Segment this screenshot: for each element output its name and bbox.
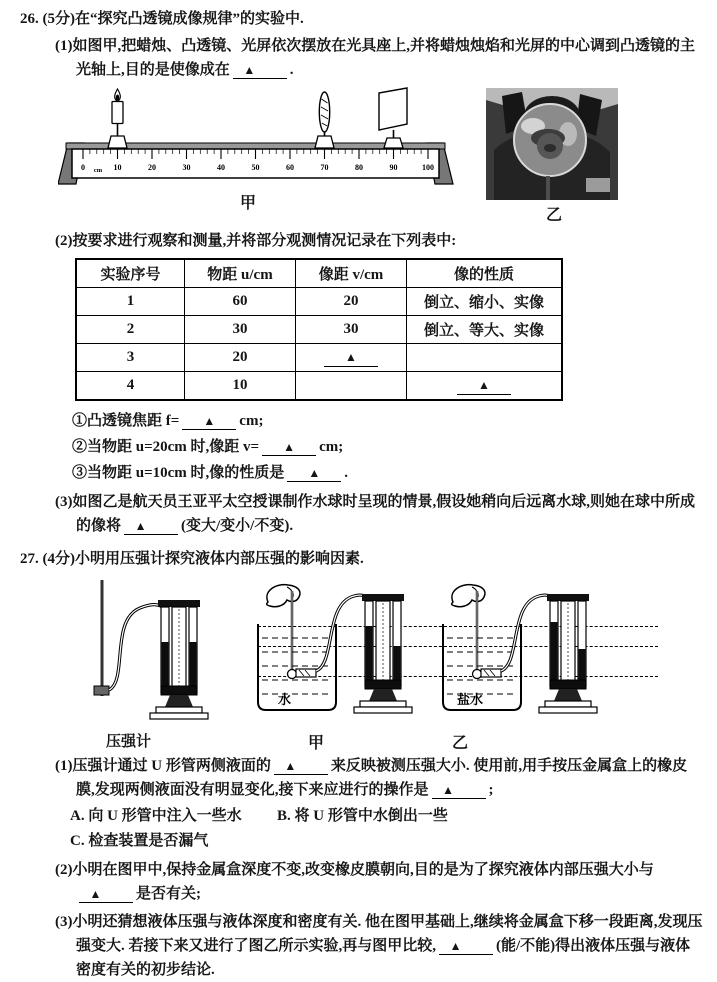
optical-bench-diagram [58,86,455,186]
ruler-tick: 100 [422,163,434,172]
answer-blank: ▲ [287,466,341,482]
figure-label-jia: 甲 [240,195,257,212]
cell: 30 [185,316,296,344]
convex-lens [315,92,334,148]
table-row [76,372,562,401]
cell: 2 [76,316,185,344]
q26-part1-text: (1)如图甲,把蜡烛、凸透镜、光屏依次摆放在光具座上,并将蜡烛烛焰和光屏的中心调到凸透镜的主光轴上,目的是使像成在 [55,38,695,78]
q27-part1 [0,754,703,802]
metal-box-probe [473,669,502,679]
q27-figure [0,572,717,750]
ruler-tick: 70 [320,163,329,172]
candle [108,89,127,148]
answer-blank: ▲ [233,63,287,79]
text: (能/不能)得出液体压强与液体密度有关的初步结论. [76,938,691,978]
rubber-tube [501,595,554,671]
text: cm; [319,439,344,455]
u-tube-manometer [354,594,412,713]
cell [296,344,407,372]
beaker [443,624,521,710]
question-26 [0,8,717,538]
cell: 1 [76,288,185,316]
ruler-tick: 40 [217,163,225,172]
cell [407,372,563,401]
cell: 10 [185,372,296,401]
text: cm; [239,413,264,429]
pressure-gauge-diagram [66,578,226,728]
space-water-ball-photo [486,88,618,200]
answer-blank: ▲ [432,783,486,799]
text: 来反映被测压强大小. 使用前,用手按压金属盒上的橡皮膜,发现两侧液面没有明显变化,接下来应进行的操作是 [76,758,688,798]
ruler-tick: 30 [182,163,191,172]
text: (3)小明还猜想液体压强与液体深度和密度有关. 他在图甲基础上,继续将金属盒下移一段距离,发现压强变大. 若接下来又进行了图乙所示实验,再与图甲比较, [55,914,703,954]
q26-header: 26. (5分)在“探究凸透镜成像规律”的实验中. [20,11,304,27]
q26-figure [0,86,717,222]
liquid-label: 水 [278,692,292,707]
q27-part2 [0,858,703,906]
col-header: 像的性质 [407,259,563,288]
table-row [76,344,562,372]
q26-part1-after: . [289,62,294,78]
answer-blank: ▲ [324,351,378,367]
u-tube-manometer [539,594,597,713]
q27-header: 27. (4分)小明用压强计探究液体内部压强的影响因素. [20,551,364,567]
col-header: 像距 v/cm [296,259,407,288]
cell [407,344,563,372]
cell: 20 [296,288,407,316]
cell: 倒立、缩小、实像 [407,288,563,316]
text: . [344,465,349,481]
q26-sub3 [72,460,703,486]
hand-icon [267,585,300,607]
ruler-tick: 50 [251,163,260,172]
q26-part3 [0,490,703,538]
clamp [94,686,109,695]
col-header: 物距 u/cm [185,259,296,288]
text: (3)如图乙是航天员王亚平太空授课制作水球时呈现的情景,假设她稍向后远离水球,则她在球中所成的像将 [55,494,695,534]
text: ②当物距 u=20cm 时,像距 v= [72,439,260,455]
text: (2)小明在图甲中,保持金属盒深度不变,改变橡皮膜朝向,目的是为了探究液体内部压强大小与 [55,862,654,878]
experiment-yi-diagram [423,578,608,728]
ruler [72,149,439,178]
answer-blank: ▲ [439,939,493,955]
metal-box-probe [288,669,317,679]
text: ③当物距 u=10cm 时,像的性质是 [72,465,285,481]
q26-sub1 [72,408,703,434]
q27-options-ab [70,804,703,829]
answer-blank: ▲ [79,887,133,903]
text: ; [488,782,494,798]
liquid-label: 盐水 [457,692,484,707]
ruler-tick: 10 [113,163,122,172]
cell: 倒立、等大、实像 [407,316,563,344]
answer-blank: ▲ [182,414,236,430]
answer-blank: ▲ [457,379,511,395]
q26-part1 [0,34,703,82]
ruler-tick: 90 [389,163,398,172]
text: 是否有关; [136,886,201,902]
q26-sub2 [72,434,703,460]
observation-table [75,258,563,401]
text: ①凸透镜焦距 f= [72,413,180,429]
figure-label-gauge: 压强计 [106,734,152,750]
option-c: C. 检查装置是否漏气 [70,833,209,849]
text: (变大/变小/不变). [181,518,294,534]
ruler-unit: cm [93,167,103,174]
beaker [258,624,336,710]
cell: 30 [296,316,407,344]
q26-part2-intro: (2)按要求进行观察和测量,并将部分观测情况记录在下列表中: [55,233,457,249]
ruler-tick: 60 [286,163,294,172]
text: (1)压强计通过 U 形管两侧液面的 [55,758,271,774]
col-header: 实验序号 [76,259,185,288]
rubber-tube [316,595,369,671]
ruler-tick: 0 [81,163,85,172]
figure-label-yi: 乙 [452,735,469,752]
table-header-row [76,259,562,288]
ruler-tick: 20 [148,163,156,172]
table-row [76,316,562,344]
q27-part3 [0,910,703,982]
cell [296,372,407,401]
question-27 [0,548,717,982]
q26-subitems [72,408,703,486]
cell: 20 [185,344,296,372]
u-tube-manometer [150,600,208,719]
option-b: B. 将 U 形管中水倒出一些 [277,808,448,824]
ruler-tick: 80 [355,163,363,172]
table-row [76,288,562,316]
answer-blank: ▲ [274,759,328,775]
cell: 4 [76,372,185,401]
hand-icon [452,585,485,607]
experiment-jia-diagram [238,578,423,728]
answer-blank: ▲ [262,440,316,456]
answer-blank: ▲ [124,519,178,535]
figure-label-jia: 甲 [308,735,325,752]
figure-label-yi: 乙 [546,207,563,224]
cell: 3 [76,344,185,372]
light-screen [379,88,407,148]
option-a: A. 向 U 形管中注入一些水 [70,808,242,824]
cell: 60 [185,288,296,316]
